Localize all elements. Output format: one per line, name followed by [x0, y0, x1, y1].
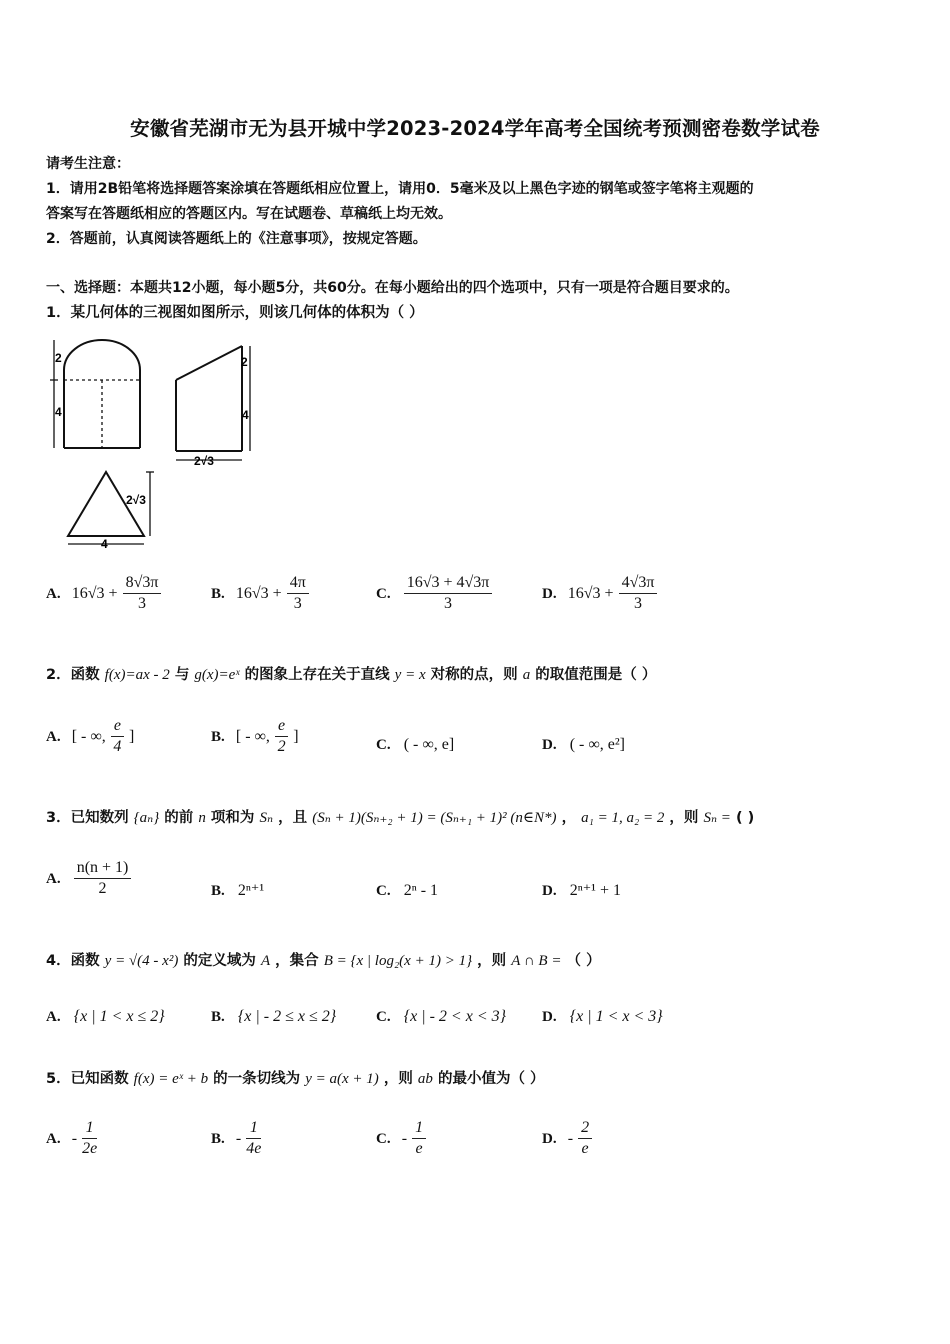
- q5-option-a[interactable]: A. - $\frac{1}{2e}$: [46, 1119, 98, 1157]
- notice-heading: 请考生注意：: [46, 156, 130, 172]
- page-title: 安徽省芜湖市无为县开城中学2023-2024学年高考全国统考预测密卷数学试卷: [130, 117, 820, 140]
- q4-option-b[interactable]: B. {x | - 2 ≤ x ≤ 2}: [211, 1008, 337, 1025]
- side-top-label: 2: [241, 355, 248, 369]
- q2-option-d[interactable]: D. ( - ∞, e²]: [542, 736, 625, 753]
- q5-option-b[interactable]: B. - $\frac{1}{4e}$: [211, 1119, 262, 1157]
- notice-line-3: 2．答题前，认真阅读答题纸上的《注意事项》，按规定答题。: [46, 231, 427, 247]
- q1-stem: 1．某几何体的三视图如图所示，则该几何体的体积为（ ）: [46, 305, 424, 321]
- q2-option-b[interactable]: B. [ - ∞, $\frac{e}{2}$ ]: [211, 717, 299, 755]
- q3-option-a[interactable]: A. $\frac{n(n + 1)}{2}$: [46, 858, 131, 899]
- q2-stem: 2．函数 f(x)=ax - 2 与 g(x)=eˣ 的图象上存在关于直线 y = x 对称的点，则 a 的取值范围是（ ）: [46, 667, 657, 683]
- section-heading: 一、选择题：本题共12小题，每小题5分，共60分。在每小题给出的四个选项中，只有一项是符合题目要求的。: [46, 280, 739, 296]
- side-bottom-label: 2√3: [194, 454, 214, 468]
- front-top-label: 2: [55, 351, 62, 365]
- q1-option-d[interactable]: D. 16√3 + $\frac{4√3\pi}{3}$: [542, 573, 657, 614]
- q2-option-c[interactable]: C. ( - ∞, e]: [376, 736, 455, 753]
- q4-stem: 4．函数 y = √(4 - x²) 的定义域为 A ，集合 B = {x | log₂(x + 1) > 1} ，则 A ∩ B = （ ）: [46, 953, 601, 969]
- top-view: [68, 472, 154, 544]
- q4-option-c[interactable]: C. {x | - 2 < x < 3}: [376, 1008, 507, 1025]
- q1-option-b[interactable]: B. 16√3 + $\frac{4\pi}{3}$: [211, 573, 309, 614]
- front-side-label: 4: [55, 405, 62, 419]
- q4-option-a[interactable]: A. {x | 1 < x ≤ 2}: [46, 1008, 165, 1025]
- q3-option-d[interactable]: D. 2ⁿ⁺¹ + 1: [542, 882, 621, 899]
- three-view-figure: [46, 336, 266, 551]
- q5-option-d[interactable]: D. - $\frac{2}{e}$: [542, 1118, 592, 1159]
- notice-line-1: 1．请用2B铅笔将选择题答案涂填在答题纸相应位置上，请用0．5毫米及以上黑色字迹的钢笔或签字笔将主观题的: [46, 181, 754, 197]
- notice-line-2: 答案写在答题纸相应的答题区内。写在试题卷、草稿纸上均无效。: [46, 206, 452, 222]
- front-view: [50, 340, 140, 448]
- q3-option-c[interactable]: C. 2ⁿ - 1: [376, 882, 439, 899]
- top-bottom-label: 4: [101, 537, 108, 551]
- q2-option-a[interactable]: A. [ - ∞, $\frac{e}{4}$ ]: [46, 717, 135, 755]
- side-side-label: 4: [242, 408, 249, 422]
- q3-option-b[interactable]: B. 2ⁿ⁺¹: [211, 882, 265, 899]
- q1-option-c[interactable]: C. $\frac{16√3 + 4√3\pi}{3}$: [376, 573, 492, 614]
- q3-stem: 3．已知数列 {aₙ} 的前 n 项和为 Sₙ ，且 (Sₙ + 1)(Sₙ₊₂ + 1) = (Sₙ₊₁ + 1)² (n∈N*) ， a₁ = 1, a₂ = 2 ，则 Sₙ = ( ): [46, 810, 755, 826]
- top-height-label: 2√3: [126, 493, 146, 507]
- q1-option-a[interactable]: A. 16√3 + $\frac{8√3\pi}{3}$: [46, 573, 161, 614]
- side-view: [176, 346, 250, 460]
- q5-option-c[interactable]: C. - $\frac{1}{e}$: [376, 1118, 426, 1159]
- q4-option-d[interactable]: D. {x | 1 < x < 3}: [542, 1008, 663, 1025]
- q5-stem: 5．已知函数 f(x) = eˣ + b 的一条切线为 y = a(x + 1) ，则 ab 的最小值为（ ）: [46, 1071, 545, 1087]
